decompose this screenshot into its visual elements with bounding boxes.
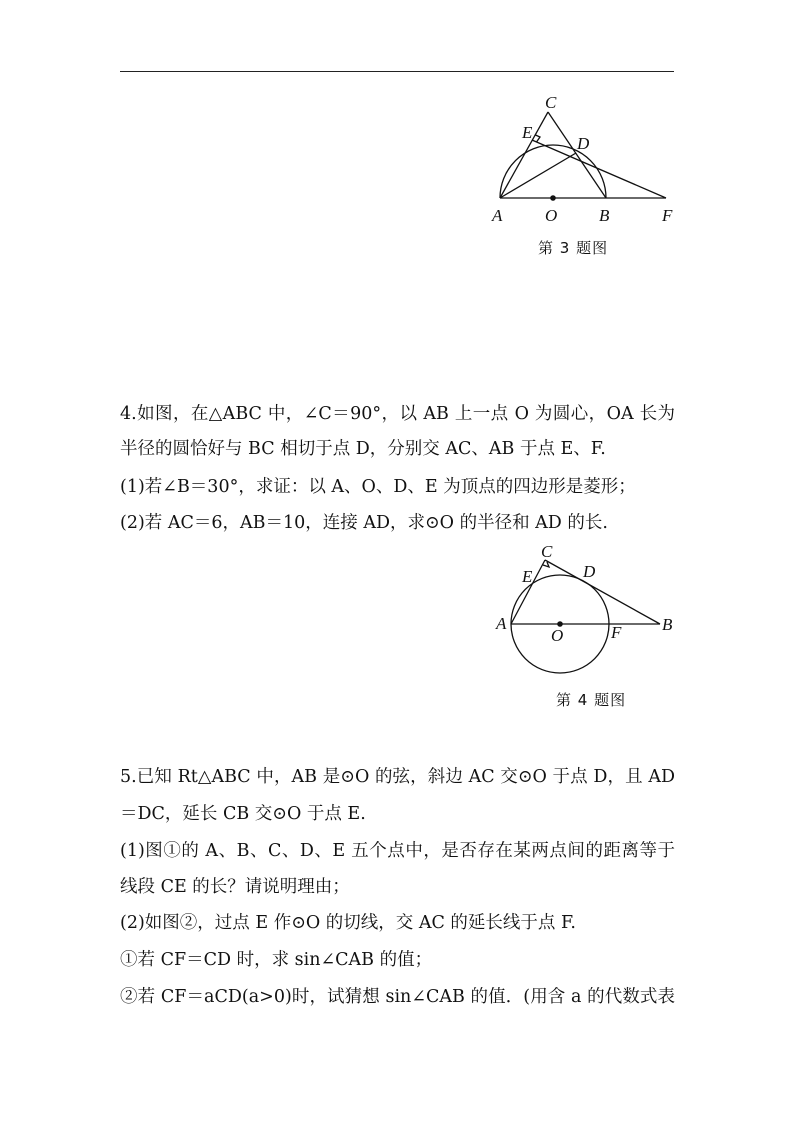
problem-5-line-4: 线段 CE 的长？请说明理由； xyxy=(120,877,350,897)
problem-4-line-1: 4.如图，在△ABC 中，∠C＝90°，以 AB 上一点 O 为圆心，OA 长为 xyxy=(120,404,675,424)
fig3-label-a: A xyxy=(492,206,503,225)
fig3-label-c: C xyxy=(545,93,557,112)
fig4-label-c: C xyxy=(541,542,553,561)
figure-4-caption: 第 4 题图 xyxy=(556,691,627,709)
figure-4-diagram xyxy=(492,538,682,678)
problem-5-line-5: (2)如图②，过点 E 作⊙O 的切线，交 AC 的延长线于点 F. xyxy=(120,913,576,933)
problem-4-line-3: (1)若∠B＝30°，求证：以 A、O、D、E 为顶点的四边形是菱形； xyxy=(120,477,636,497)
fig3-label-e: E xyxy=(522,123,533,142)
fig3-label-o: O xyxy=(545,206,558,225)
header-rule xyxy=(120,71,674,72)
fig4-label-o: O xyxy=(551,626,564,645)
problem-5-line-1: 5.已知 Rt△ABC 中，AB 是⊙O 的弦，斜边 AC 交⊙O 于点 D，且 AD xyxy=(120,767,675,787)
fig3-label-d: D xyxy=(577,134,590,153)
problem-5-line-6: ①若 CF＝CD 时，求 sin∠CAB 的值； xyxy=(120,950,433,970)
fig3-center-dot xyxy=(550,195,556,201)
problem-5-line-3: (1)图①的 A、B、C、D、E 五个点中，是否存在某两点间的距离等于 xyxy=(120,841,675,861)
fig3-line-ad xyxy=(500,153,576,198)
fig4-label-e: E xyxy=(522,567,533,586)
fig4-line-cb xyxy=(545,560,660,624)
fig3-label-f: F xyxy=(662,206,673,225)
problem-5-line-7: ②若 CF＝aCD(a>0)时，试猜想 sin∠CAB 的值．(用含 a 的代数式表 xyxy=(120,987,675,1007)
problem-5-line-2: ＝DC，延长 CB 交⊙O 于点 E. xyxy=(120,804,366,824)
fig3-label-b: B xyxy=(599,206,610,225)
figure-3-caption: 第 3 题图 xyxy=(538,239,609,257)
fig4-label-f: F xyxy=(611,623,622,642)
fig3-semicircle xyxy=(500,145,606,198)
figure-3 xyxy=(488,90,688,230)
fig3-right-angle-mark xyxy=(536,135,541,142)
fig4-label-d: D xyxy=(583,562,596,581)
figure-4 xyxy=(492,538,682,678)
problem-4-line-4: (2)若 AC＝6，AB＝10，连接 AD，求⊙O 的半径和 AD 的长. xyxy=(120,513,608,533)
fig3-line-cb xyxy=(548,112,606,198)
problem-4-line-2: 半径的圆恰好与 BC 相切于点 D，分别交 AC、AB 于点 E、F. xyxy=(120,439,606,459)
figure-3-diagram xyxy=(488,90,688,230)
fig4-label-b: B xyxy=(662,615,673,634)
fig3-line-ef xyxy=(532,140,666,198)
fig4-label-a: A xyxy=(496,614,507,633)
